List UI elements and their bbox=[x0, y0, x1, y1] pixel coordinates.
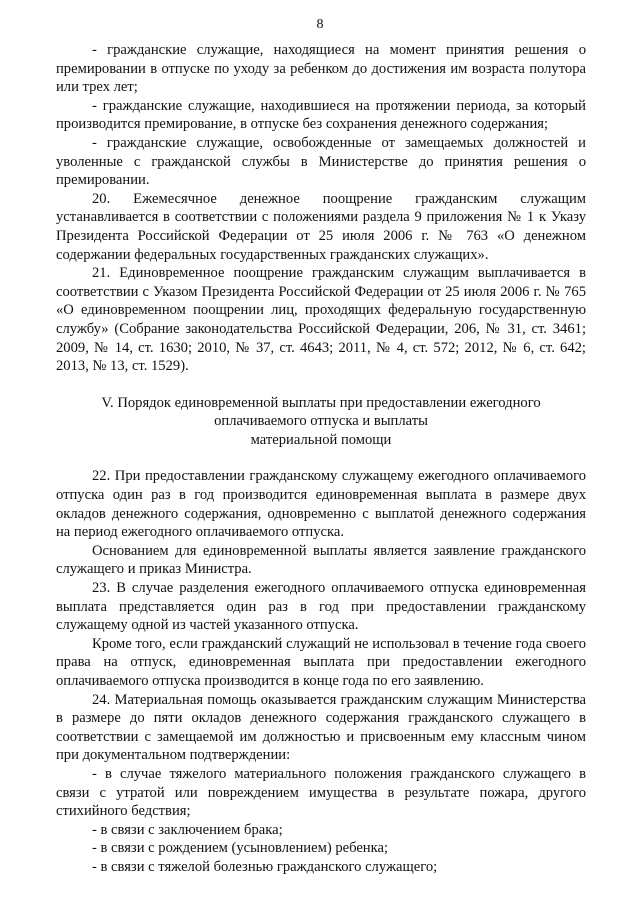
section-heading-line: оплачиваемого отпуска и выплаты bbox=[214, 413, 428, 430]
list-item-childbirth: - в связи с рождением (усыновлением) ребенка; bbox=[92, 840, 389, 857]
document-body bbox=[56, 41, 586, 877]
list-item-hardship: - в случае тяжелого материального положения гражданского служащего в связи с утратой или повреждением имущества в результате пожара, другого стихийного бедствия; bbox=[56, 765, 586, 820]
section-heading-line: материальной помощи bbox=[250, 431, 392, 448]
paragraph-22-basis: Основанием для единовременной выплаты является заявление гражданского служащего и приказ Министра. bbox=[56, 542, 586, 578]
paragraph-exclusion-parental-leave: - гражданские служащие, находящиеся на момент принятия решения о премировании в отпуске по уходу за ребенком до достижения им возраста полутора или трех лет; bbox=[56, 42, 586, 96]
paragraph-24: 24. Материальная помощь оказывается гражданским служащим Министерства в размере до пяти окладов денежного содержания гражданского служащего в соответствии с замещаемой им должностью и присвоенным ему классным чином при документальном подтверждении: bbox=[56, 691, 586, 764]
paragraph-exclusion-dismissed: - гражданские служащие, освобожденные от замещаемых должностей и уволенные с гражданской службы в Министерстве до принятия решения о премировании. bbox=[56, 134, 586, 189]
list-item-marriage: - в связи с заключением брака; bbox=[92, 821, 283, 838]
paragraph-20: 20. Ежемесячное денежное поощрение гражданским служащим устанавливается в соответствии с положениями раздела 9 приложения № 1 к Указу Президента Российской Федерации от 25 июля 2006 г. № 763 «О денежном содержании федеральных государственных гражданских служащих». bbox=[56, 190, 586, 263]
paragraph-23: 23. В случае разделения ежегодного оплачиваемого отпуска единовременная выплата представляется один раз в год при предоставлении гражданскому служащему одной из частей указанного отпуска. bbox=[56, 580, 586, 634]
list-item-illness: - в связи с тяжелой болезнью гражданского служащего; bbox=[92, 858, 438, 875]
paragraph-21: 21. Единовременное поощрение гражданским служащим выплачивается в соответствии с Указом Президента Российской Федерации от 25 июля 2006 г. № 765 «О единовременном поощрении лиц, проходящих федеральную государственную службу» (Собрание законодательства Российской Федерации, 206, № 31, ст. 3461; 2009, № 14, ст. 1630; 2010, № 37, ст. 4643; 2011, № 4, ст. 572; 2012, № 6, ст. 642; 2013, № 13, ст. 1529). bbox=[56, 265, 586, 375]
paragraph-exclusion-unpaid-leave: - гражданские служащие, находившиеся на протяжении периода, за который производится премирование, в отпуске без сохранения денежного содержания; bbox=[56, 97, 586, 133]
page-number: 8 bbox=[316, 17, 324, 32]
section-heading-line: V. Порядок единовременной выплаты при предоставлении ежегодного bbox=[101, 394, 541, 411]
paragraph-23-unused-leave: Кроме того, если гражданский служащий не использовал в течение года своего права на отпуск, единовременная выплата при предоставлении ежегодного оплачиваемого отпуска производится в конце года по его заявлению. bbox=[56, 635, 586, 689]
section-heading bbox=[56, 394, 586, 450]
paragraph-22: 22. При предоставлении гражданскому служащему ежегодного оплачиваемого отпуска один раз в год производится единовременная выплата в размере двух окладов денежного содержания, одновременно с выплатой денежного содержания на период ежегодного оплачиваемого отпуска. bbox=[56, 468, 586, 541]
